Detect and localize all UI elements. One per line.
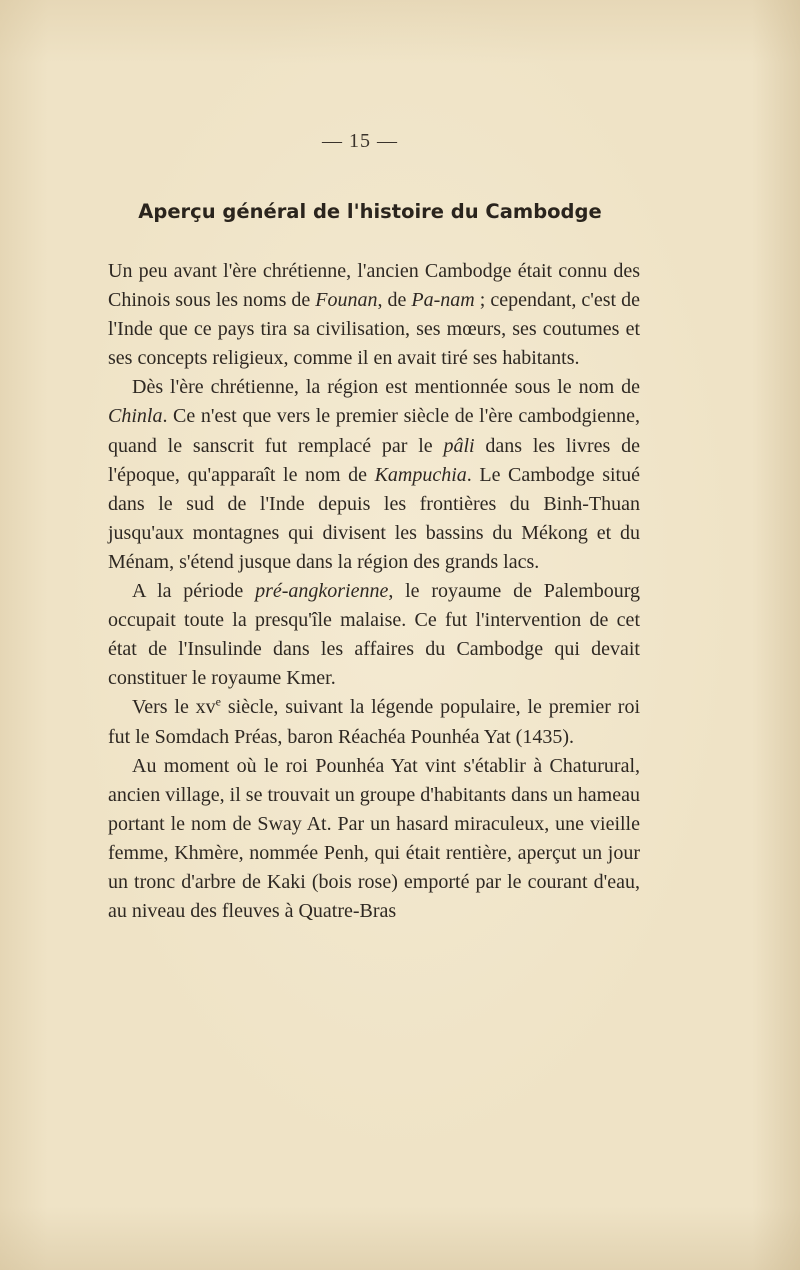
text-run: Au moment où le roi Pounhéa Yat vint s'établir à Chaturural, ancien village, il se trouvait un groupe d'habitants dans un hameau portant le nom de Sway At. Par un hasard miraculeux, une vieille femme, Khmère, nommée Penh, qui était rentière, aperçut un jour un tronc d'arbre de Kaki (bois rose) emporté par le courant d'eau, au niveau des fleuves à Quatre-Bras — [108, 754, 640, 923]
paragraph — [108, 257, 640, 373]
paragraph — [108, 752, 640, 927]
body-text — [108, 257, 640, 926]
text-run: ; cependant, c'est de l'Inde que ce pays tira sa civilisation, ses mœurs, ses coutumes et ses concepts religieux, comme il en avait tiré ses habitants. — [108, 289, 640, 370]
text-run: Un peu avant l'ère chrétienne, l'ancien Cambodge était connu des Chinois sous les noms de — [108, 260, 640, 312]
italic-term: Chinla — [108, 405, 163, 428]
paragraph — [108, 577, 640, 693]
page-number: — 15 — — [322, 130, 398, 152]
paragraph — [108, 693, 640, 751]
text-run: Dès l'ère chrétienne, la région est mentionnée sous le nom de — [132, 376, 640, 399]
italic-term: pré-angkorienne — [255, 580, 389, 603]
text-run: , de — [377, 289, 412, 312]
italic-term: Founan — [315, 289, 378, 312]
text-run: . Le Cambodge situé dans le sud de l'Inde depuis les frontières du Binh-Thuan jusqu'aux montagnes qui divisent les bassins du Mékong et du Ménam, s'étend jusque dans la région des grands lacs. — [108, 463, 640, 573]
italic-term: Kampuchia — [374, 463, 467, 486]
text-run: A la période — [132, 580, 256, 603]
text-run: Vers le xv — [132, 696, 216, 719]
text-run: dans les livres de l'époque, qu'apparaît le nom de — [108, 434, 641, 486]
italic-term: Pa-nam — [411, 289, 475, 312]
text-run: . Ce n'est que vers le premier siècle de l'ère cambodgienne, quand le sanscrit fut remplacé par le — [108, 405, 640, 457]
chapter-title: Aperçu général de l'histoire du Cambodge — [138, 200, 602, 223]
text-run: , le royaume de Palembourg occupait toute la presqu'île malaise. Ce fut l'intervention de cet état de l'Insulinde dans les affaires du Cambodge qui devait constituer le royaume Kmer. — [108, 580, 641, 690]
paragraph — [108, 373, 640, 577]
text-run: siècle, suivant la légende populaire, le premier roi fut le Somdach Préas, baron Réachéa Pounhéa Yat (1435). — [108, 696, 640, 748]
italic-term: pâli — [443, 434, 475, 457]
superscript: e — [215, 694, 221, 709]
